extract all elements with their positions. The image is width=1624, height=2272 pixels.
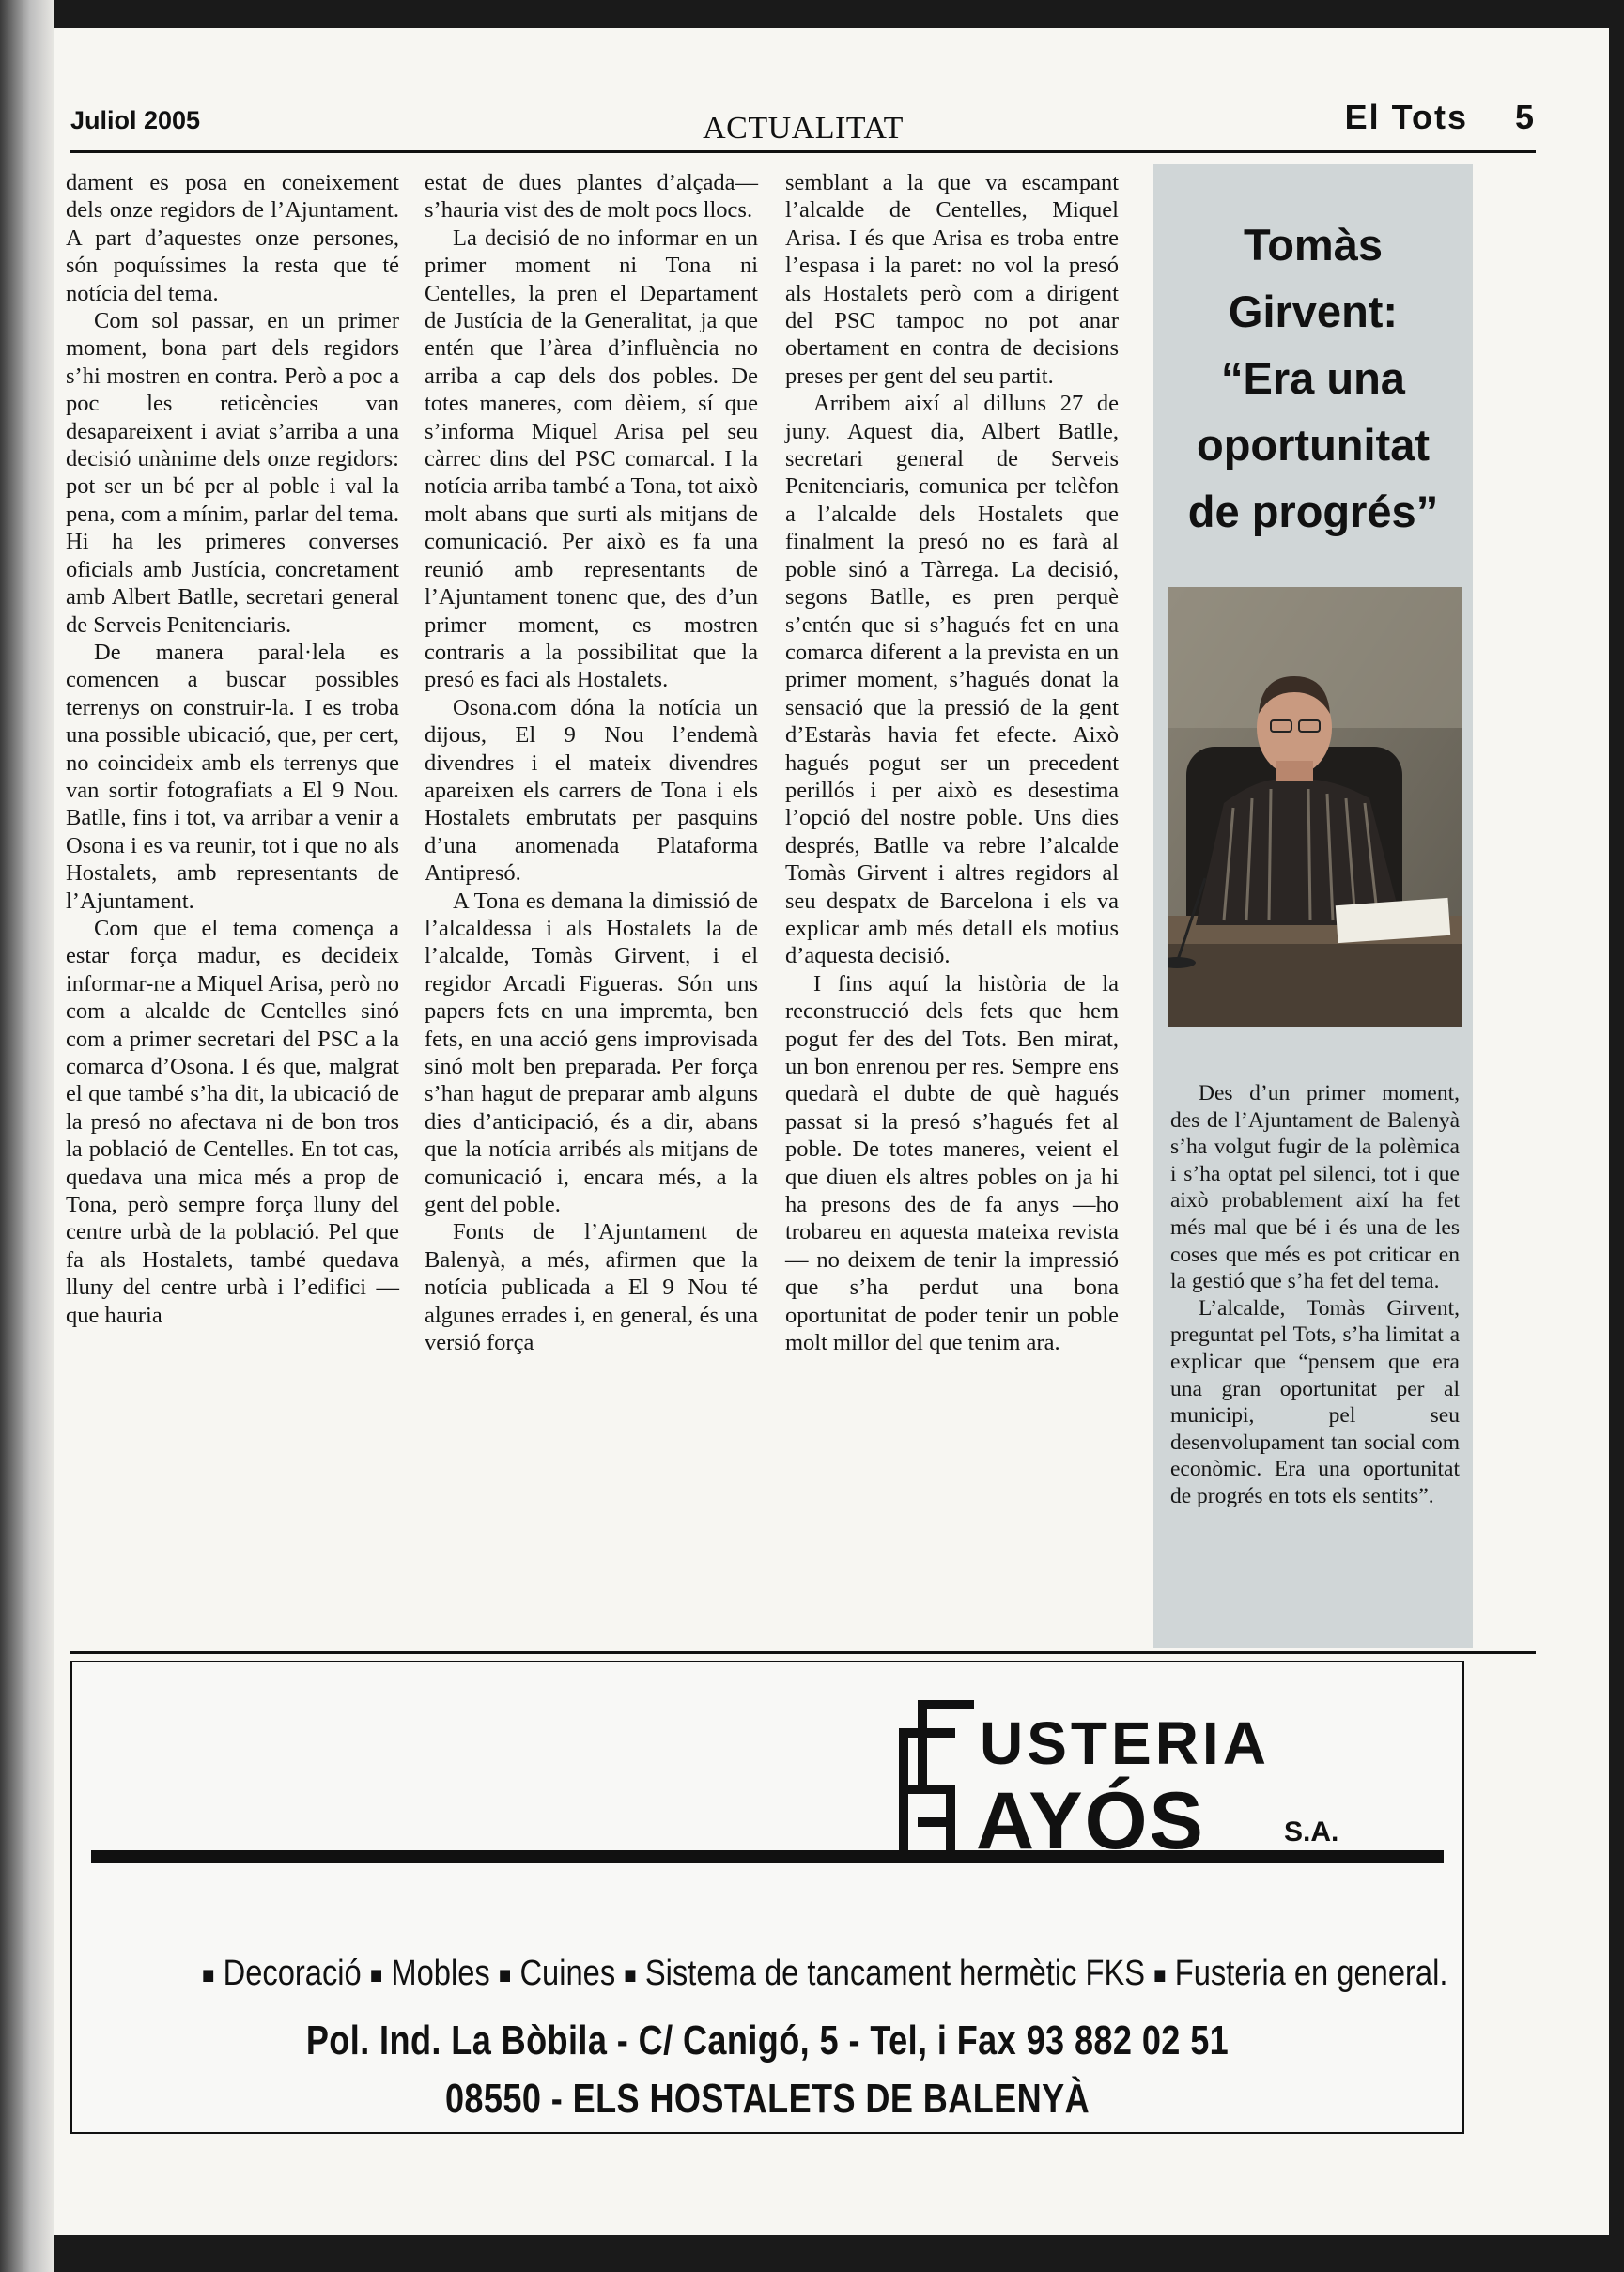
- interview-sidebar: [1153, 164, 1473, 1648]
- paragraph: I fins aquí la història de la reconstrucció dels fets que hem pogut fer des del Tots. Ben mirat, un bon enrenou per res. Sempre ens quedarà el dubte de què hagués passat si la presó s’hagués fet al poble. De totes maneres, veient el que diuen els altres pobles on ja hi ha presons des de fa anys —ho trobareu en aquesta mateixa revista— no deixem de tenir la impressió que s’ha perdut una bona oportunitat de poder tenir un poble molt millor del que tenim ara.: [785, 970, 1119, 1356]
- service-item: Fusteria en general.: [1174, 1954, 1448, 1993]
- paragraph: De manera paral·lela es comencen a buscar possibles terrenys on construir-la. I es troba una possible ubicació, que, per cert, no coincideix amb els terrenys que van sortir fotografiats a El 9 Nou. Batlle, fins i tot, va arribar a venir a Osona i es va reunir, tot i que no als Hostalets, amb representants de l’Ajuntament.: [66, 639, 399, 914]
- ad-city: 08550 - ELS HOSTALETS DE BALENYÀ: [444, 2076, 1090, 2122]
- page-number: 5: [1514, 98, 1536, 136]
- section-divider: [70, 1651, 1536, 1654]
- article-column-1: [66, 169, 399, 1329]
- publication-title: El Tots: [1344, 98, 1468, 136]
- issue-date: Juliol 2005: [70, 106, 201, 134]
- bullet-icon: ■: [624, 1960, 637, 1989]
- page-gutter: [0, 0, 54, 2272]
- paragraph: Fonts de l’Ajuntament de Balenyà, a més, afirmen que la notícia publicada a El 9 Nou té algunes errades i, en general, és una versió força: [425, 1219, 758, 1356]
- sidebar-title-line: Girvent:: [1228, 286, 1399, 336]
- paragraph: Osona.com dóna la notícia un dijous, El 9 Nou l’endemà divendres i el mateix divendres apareixen els carrers de Tona i els Hostalets embrutats per pasquins d’una anomenada Plataforma Antipresó.: [425, 694, 758, 887]
- sidebar-title-line: “Era una: [1221, 353, 1405, 403]
- bullet-icon: ■: [369, 1960, 383, 1989]
- brand-suffix: S.A.: [1284, 1816, 1339, 1847]
- sidebar-title: [1153, 211, 1473, 545]
- bullet-icon: ■: [1153, 1960, 1167, 1989]
- brand-line-1: USTERIA: [980, 1709, 1270, 1777]
- sidebar-title-line: Tomàs: [1244, 220, 1383, 270]
- bullet-icon: ■: [498, 1960, 512, 1989]
- section-title: ACTUALITAT: [703, 111, 904, 146]
- fusteria-sayos-ad: [70, 1661, 1464, 2134]
- service-item: Sistema de tancament hermètic FKS: [644, 1954, 1146, 1993]
- bullet-icon: ■: [202, 1960, 215, 1989]
- paragraph: Arribem així al dilluns 27 de juny. Aquest dia, Albert Batlle, secretari general de Serveis Penitenciaris, comunica per telèfon a l’alcalde dels Hostalets que finalment la presó no es farà al poble sinó a Tàrrega. La decisió, segons Batlle, es pren perquè s’entén que si s’hagués fet en una comarca diferent a la prevista en un primer moment, s’hagués donat la sensació que la pressió de la gent d’Estaràs havia fet efecte. Això hagués pogut ser un precedent perillós i per això es desestima l’opció del nostre poble. Uns dies després, Batlle va rebre l’alcalde Tomàs Girvent i altres regidors al seu despatx de Barcelona i els va explicar amb més detall els motius d’aquesta decisió.: [785, 391, 1119, 969]
- brand-line-2: AYÓS: [976, 1776, 1205, 1866]
- service-item: Mobles: [391, 1954, 490, 1993]
- paragraph: semblant a la que va escampant l’alcalde de Centelles, Miquel Arisa. I és que Arisa es troba entre l’espasa i la paret: no vol la presó als Hostalets però com a dirigent del PSC tampoc no pot anar obertament en contra de decisions preses per gent del seu partit.: [785, 170, 1119, 389]
- paragraph: estat de dues plantes d’alçada— s’hauria vist des de molt pocs llocs.: [425, 170, 758, 224]
- sidebar-paragraph: L’alcalde, Tomàs Girvent, preguntat pel Tots, s’ha limitat a explicar que “pensem que era una gran oportunitat per al municipi, pel seu desenvolupament tan social com econòmic. Era una oportunitat de progrés en tots els sentits”.: [1170, 1295, 1460, 1508]
- service-item: Cuines: [519, 1954, 616, 1993]
- sidebar-paragraph: Des d’un primer moment, des de l’Ajuntament de Balenyà s’ha volgut fugir de la polèmica i s’ha optat pel silenci, tot i que això probablement així ha fet més mal que bé i és una de les coses que més es pot criticar en la gestió que s’ha fet del tema.: [1170, 1081, 1460, 1294]
- fusteria-sayos-logo: [72, 1662, 1462, 1907]
- paragraph: La decisió de no informar en un primer moment ni Tona ni Centelles, la pren el Departament de Justícia de la Generalitat, ja que entén que l’àrea d’influència no arriba a cap dels dos pobles. De totes maneres, com dèiem, sí que s’informa Miquel Arisa pel seu càrrec dins del PSC comarcal. I la notícia arriba també a Tona, tot això molt abans que surti als mitjans de comunicació. Per això es fa una reunió amb representants de l’Ajuntament tonenc que, des d’un primer moment, es mostren contraris a la possibilitat que la presó es faci als Hostalets.: [425, 224, 758, 693]
- paragraph: A Tona es demana la dimissió de l’alcaldessa i als Hostalets la de l’alcalde, Tomàs Girvent, i el regidor Arcadi Figueras. Són uns papers fets en una impremta, ben fets, en una acció gens improvisada sinó molt ben preparada. Per força s’han hagut de preparar amb alguns dies d’anticipació, és a dir, abans que la notícia arribés als mitjans de comunicació i, encara més, a la gent del poble.: [425, 888, 758, 1218]
- ad-services-list: [202, 1954, 1448, 1994]
- paragraph: dament es posa en coneixement dels onze regidors de l’Ajuntament. A part d’aquestes onze persones, són poquíssimes la resta que té notícia del tema.: [66, 170, 399, 306]
- article-column-2: [425, 169, 758, 1356]
- service-item: Decoració: [223, 1954, 362, 1993]
- sidebar-title-line: oportunitat: [1197, 420, 1430, 470]
- sidebar-title-line: de progrés”: [1187, 487, 1439, 536]
- mayor-photo: [1168, 587, 1462, 1027]
- page-header: [70, 64, 1536, 153]
- ad-address: Pol. Ind. La Bòbila - C/ Canigó, 5 - Tel, i Fax 93 882 02 51: [305, 2017, 1230, 2063]
- mayor-photo-illustration: [1168, 587, 1462, 1027]
- paragraph: Com que el tema comença a estar força madur, es decideix informar-ne a Miquel Arisa, però no com a alcalde de Centelles sinó com a primer secretari del PSC a la comarca d’Osona. I és que, malgrat el que també s’ha dit, la ubicació de la presó no afectava ni de bon tros la població de Centelles. En tot cas, quedava una mica més a prop de Tona, però sempre força lluny del centre urbà de la població. Pel que fa als Hostalets, també quedava lluny del centre urbà i l’edifici —que hauria: [66, 915, 399, 1328]
- article-column-3: [785, 169, 1119, 1356]
- paragraph: Com sol passar, en un primer moment, bona part dels regidors s’hi mostren en contra. Però a poc a poc les reticències van desapareixent i aviat s’arriba a una decisió unànime dels onze regidors: pot ser un bé per al poble i val la pena, com a mínim, parlar del tema. Hi ha les primeres converses oficials amb Justícia, concretament amb Albert Batlle, secretari general de Serveis Penitenciaris.: [66, 308, 399, 638]
- publication-name: [1345, 98, 1536, 137]
- sidebar-text: [1170, 1080, 1460, 1510]
